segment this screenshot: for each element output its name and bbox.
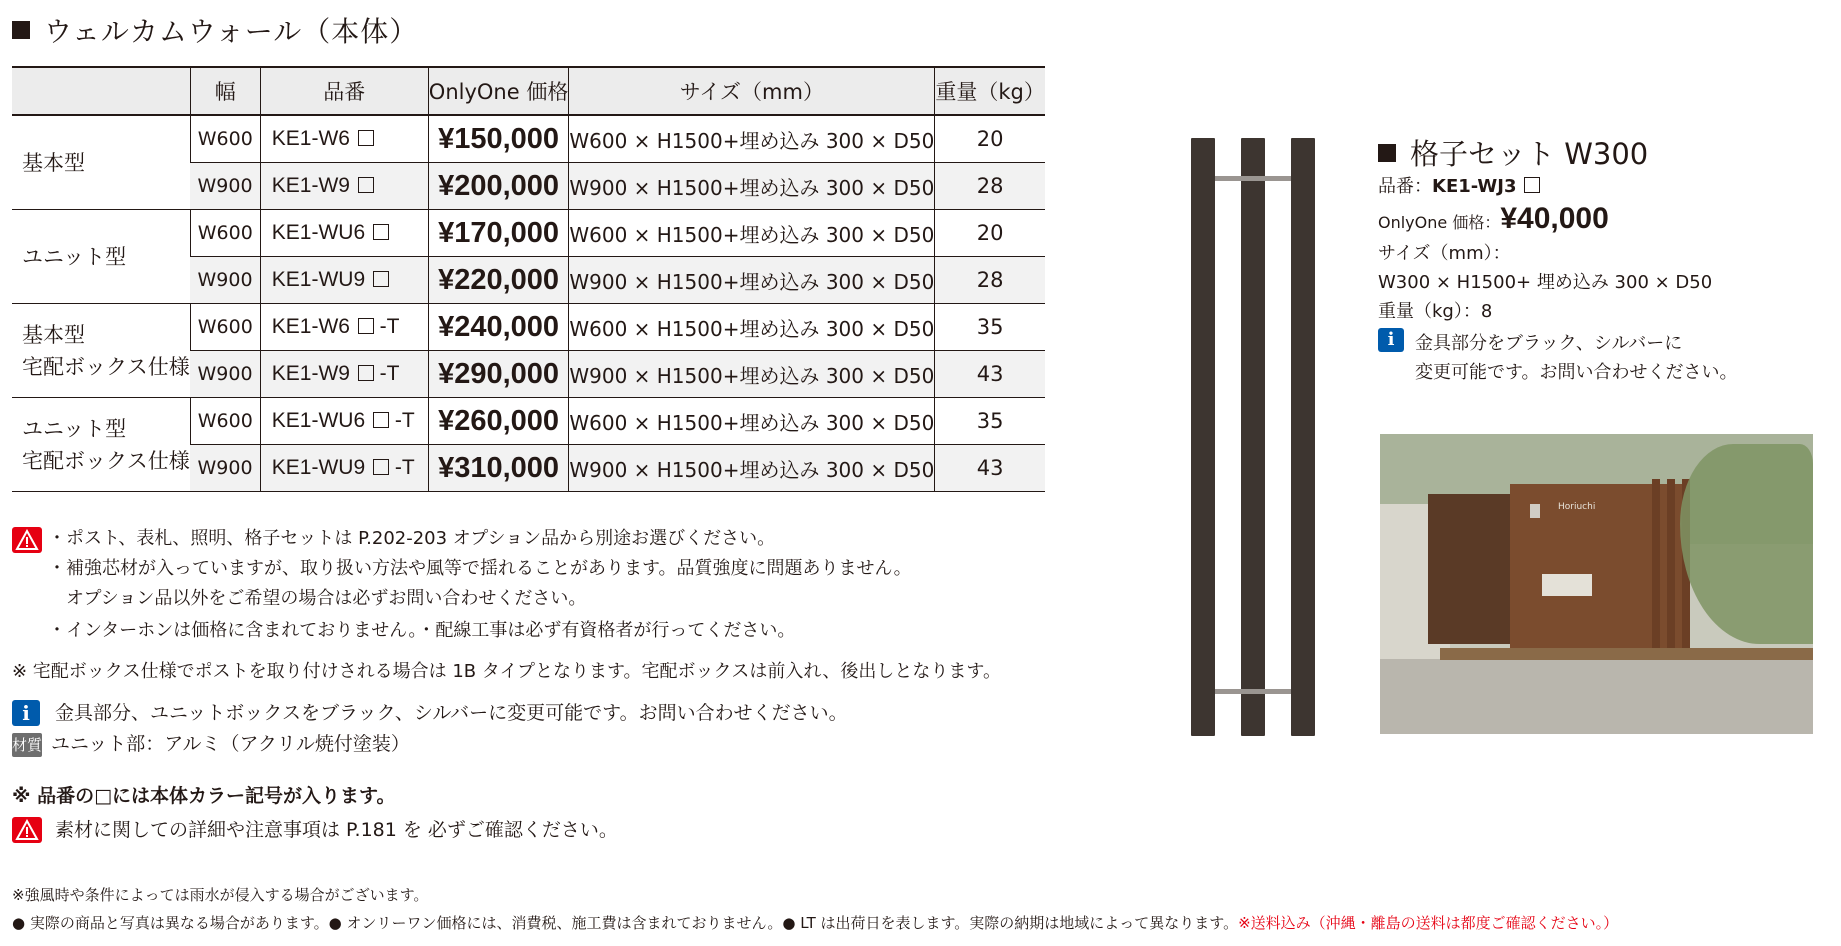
color-code-box-icon xyxy=(358,365,374,381)
material-note: ユニット部：アルミ（アクリル焼付塗装） xyxy=(51,733,410,755)
warning-note-1: ・ポスト、表札、照明、格子セットは P.202-203 オプション品から別途お選びください。 xyxy=(48,528,776,549)
type-cell: ユニット型 xyxy=(12,210,190,304)
color-code-box-icon xyxy=(358,130,374,146)
weight-cell: 28 xyxy=(935,257,1045,304)
price-cell: ¥260,000 xyxy=(428,398,569,445)
header-width: 幅 xyxy=(190,67,260,115)
color-code-box-icon xyxy=(373,224,389,240)
code-cell: KE1-WU9 -T xyxy=(260,445,428,492)
code-cell: KE1-WU6 xyxy=(260,210,428,257)
lattice-weight: 重量（kg）：8 xyxy=(1378,301,1493,322)
lattice-code: 品番：KE1-WJ3 xyxy=(1378,172,1540,198)
color-code-box-icon xyxy=(373,271,389,287)
square-bullet-icon xyxy=(12,21,30,39)
code-cell: KE1-WU9 xyxy=(260,257,428,304)
photo-lattice-post xyxy=(1652,479,1660,649)
warning-note-3: オプション品以外をご希望の場合は必ずお問い合わせください。 xyxy=(66,588,587,609)
price-cell: ¥310,000 xyxy=(428,445,569,492)
code-cell: KE1-WU6 -T xyxy=(260,398,428,445)
weight-cell: 35 xyxy=(935,398,1045,445)
price-cell: ¥150,000 xyxy=(428,115,569,163)
type-cell: 基本型 宅配ボックス仕様 xyxy=(12,304,190,398)
info-icon: i xyxy=(1378,328,1404,352)
width-cell: W900 xyxy=(190,351,260,398)
width-cell: W900 xyxy=(190,163,260,210)
warning-icon xyxy=(12,527,42,553)
weight-cell: 20 xyxy=(935,210,1045,257)
weight-cell: 35 xyxy=(935,304,1045,351)
width-cell: W900 xyxy=(190,445,260,492)
lattice-connector-top xyxy=(1215,176,1291,181)
info-icon: i xyxy=(12,700,40,726)
header-code: 品番 xyxy=(260,67,428,115)
lattice-post-middle xyxy=(1241,138,1265,736)
price-cell: ¥290,000 xyxy=(428,351,569,398)
square-bullet-icon xyxy=(1378,144,1396,162)
page-title: ウェルカムウォール（本体） xyxy=(12,10,418,50)
table-header-row xyxy=(12,67,1045,115)
lattice-info-line-1: 金具部分をブラック、シルバーに xyxy=(1415,333,1683,354)
footer-note-1: ※強風時や条件によっては雨水が侵入する場合がございます。 xyxy=(12,886,429,904)
photo-intercom xyxy=(1530,504,1540,518)
product-photo xyxy=(1380,434,1813,734)
photo-edging xyxy=(1440,648,1813,660)
color-code-box-icon xyxy=(358,177,374,193)
width-cell: W600 xyxy=(190,210,260,257)
photo-mailbox xyxy=(1542,574,1592,596)
header-type xyxy=(12,67,190,115)
code-cell: KE1-W6 xyxy=(260,115,428,163)
warning-note-2: ・補強芯材が入っていますが、取り扱い方法や風等で揺れることがあります。品質強度に問題ありません。 xyxy=(48,558,912,579)
color-code-box-icon xyxy=(373,459,389,475)
code-cell: KE1-W9 -T xyxy=(260,351,428,398)
size-cell: W900 × H1500+埋め込み 300 × D50 xyxy=(569,163,935,210)
price-cell: ¥200,000 xyxy=(428,163,569,210)
size-cell: W600 × H1500+埋め込み 300 × D50 xyxy=(569,210,935,257)
weight-cell: 43 xyxy=(935,351,1045,398)
price-cell: ¥240,000 xyxy=(428,304,569,351)
type-cell: ユニット型 宅配ボックス仕様 xyxy=(12,398,190,492)
table-row xyxy=(12,398,1045,445)
width-cell: W600 xyxy=(190,398,260,445)
caution-note: 素材に関しての詳細や注意事項は P.181 を 必ずご確認ください。 xyxy=(55,819,618,841)
color-code-box-icon xyxy=(1524,177,1540,193)
size-cell: W900 × H1500+埋め込み 300 × D50 xyxy=(569,445,935,492)
photo-tree xyxy=(1680,444,1813,644)
table-row xyxy=(12,210,1045,257)
width-cell: W900 xyxy=(190,257,260,304)
weight-cell: 43 xyxy=(935,445,1045,492)
lattice-price: OnlyOne 価格：¥40,000 xyxy=(1378,202,1609,235)
size-cell: W900 × H1500+埋め込み 300 × D50 xyxy=(569,257,935,304)
material-icon: 材質 xyxy=(12,733,42,757)
size-cell: W600 × H1500+埋め込み 300 × D50 xyxy=(569,398,935,445)
warning-note-4: ・インターホンは価格に含まれておりません。・配線工事は必ず有資格者が行ってください。 xyxy=(48,620,796,641)
lattice-connector-bottom xyxy=(1215,689,1291,694)
footer-note-2: ● 実際の商品と写真は異なる場合があります。● オンリーワン価格には、消費税、施工費は含まれておりません。● LT は出荷日を表します。実際の納期は地域によって異なります。※送料込み（沖縄・離島の送料は都度ご確認ください。） xyxy=(12,914,1619,932)
type-cell: 基本型 xyxy=(12,115,190,210)
lattice-post-right xyxy=(1291,138,1315,736)
width-cell: W600 xyxy=(190,115,260,163)
lattice-size-label: サイズ（mm）： xyxy=(1378,243,1511,264)
weight-cell: 20 xyxy=(935,115,1045,163)
info-note: 金具部分、ユニットボックスをブラック、シルバーに変更可能です。お問い合わせください。 xyxy=(55,702,848,724)
table-row xyxy=(12,304,1045,351)
warning-icon xyxy=(12,817,42,843)
width-cell: W600 xyxy=(190,304,260,351)
header-weight: 重量（kg） xyxy=(935,67,1045,115)
lattice-info-line-2: 変更可能です。お問い合わせください。 xyxy=(1415,362,1738,383)
delivery-box-note: ※ 宅配ボックス仕様でポストを取り付けされる場合は 1B タイプとなります。宅配ボックスは前入れ、後出しとなります。 xyxy=(12,661,1001,682)
size-cell: W900 × H1500+埋め込み 300 × D50 xyxy=(569,351,935,398)
photo-nameplate: Horiuchi xyxy=(1558,502,1596,512)
price-cell: ¥170,000 xyxy=(428,210,569,257)
code-cell: KE1-W6 -T xyxy=(260,304,428,351)
color-code-note: ※ 品番の□には本体カラー記号が入ります。 xyxy=(12,785,396,807)
table-row xyxy=(12,115,1045,163)
spec-table xyxy=(12,66,1045,492)
size-cell: W600 × H1500+埋め込み 300 × D50 xyxy=(569,115,935,163)
header-price: OnlyOne 価格 xyxy=(428,67,569,115)
header-size: サイズ（mm） xyxy=(569,67,935,115)
lattice-size: W300 × H1500+ 埋め込み 300 × D50 xyxy=(1378,272,1713,293)
code-cell: KE1-W9 xyxy=(260,163,428,210)
color-code-box-icon xyxy=(373,412,389,428)
size-cell: W600 × H1500+埋め込み 300 × D50 xyxy=(569,304,935,351)
photo-lattice-post xyxy=(1667,479,1675,649)
weight-cell: 28 xyxy=(935,163,1045,210)
lattice-title: 格子セット W300 xyxy=(1378,132,1648,173)
color-code-box-icon xyxy=(358,318,374,334)
photo-stone-paving xyxy=(1380,659,1813,734)
lattice-post-left xyxy=(1191,138,1215,736)
price-cell: ¥220,000 xyxy=(428,257,569,304)
